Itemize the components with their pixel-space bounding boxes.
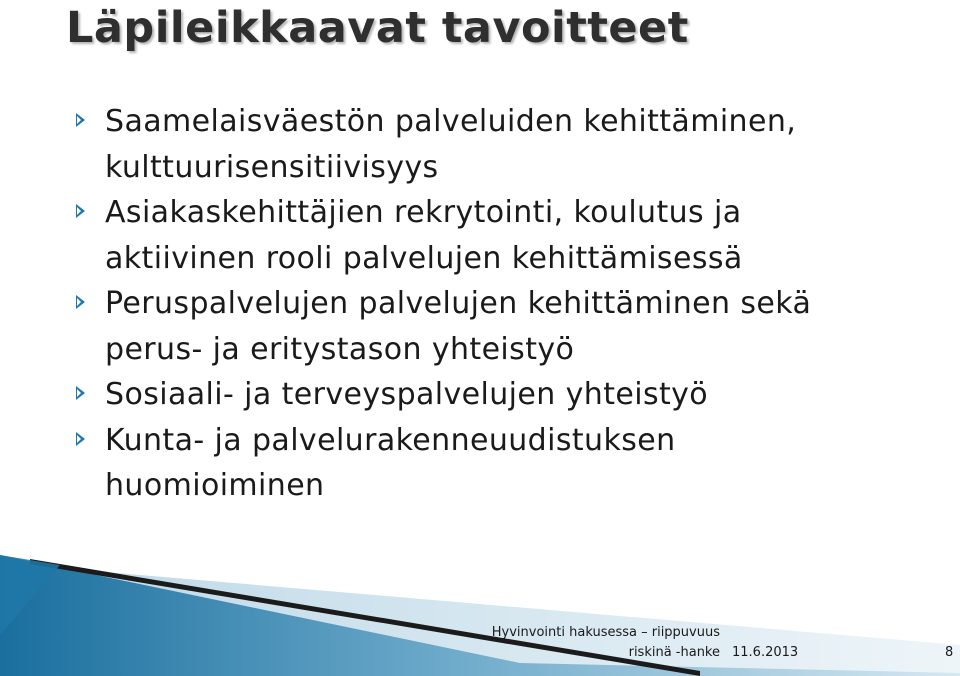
footer-project-line1: Hyvinvointi hakusessa – riippuvuus [491,625,720,640]
bullet-item [76,281,936,372]
bullet-line: perus- ja eritystason yhteistyö [105,331,575,367]
triangle-arrow-icon [76,295,85,309]
bullet-line: Asiakaskehittäjien rekrytointi, koulutus ja [105,195,742,230]
footer-project-name [484,623,720,663]
bullet-line: Peruspalvelujen palvelujen kehittäminen sekä [105,286,812,321]
bullet-line: kulttuurisensitiivisyys [105,149,439,185]
bullet-line: Sosiaali- ja terveyspalvelujen yhteistyö [105,377,709,412]
bullet-line: Saamelaisväestön palveluiden kehittäminen, [105,104,797,139]
triangle-arrow-icon [76,432,85,446]
triangle-arrow-icon [76,113,85,127]
footer-project-line2: riskinä -hanke [628,645,720,660]
bullet-item [76,190,936,281]
bullet-list [76,99,936,509]
triangle-arrow-icon [76,386,85,400]
bullet-item [76,372,936,418]
footer-date: 11.6.2013 [732,645,799,660]
slide-title: Läpileikkaavat tavoitteet [66,3,689,53]
triangle-arrow-icon [76,204,85,218]
bullet-line: aktiivinen rooli palvelujen kehittämisessä [105,240,743,276]
bullet-line: Kunta- ja palvelurakenneuudistuksen [105,422,676,458]
page-number: 8 [945,645,954,660]
footer-decoration [0,545,960,676]
bullet-item [76,418,936,509]
bullet-item [76,99,936,190]
bullet-line: huomioiminen [105,468,325,503]
